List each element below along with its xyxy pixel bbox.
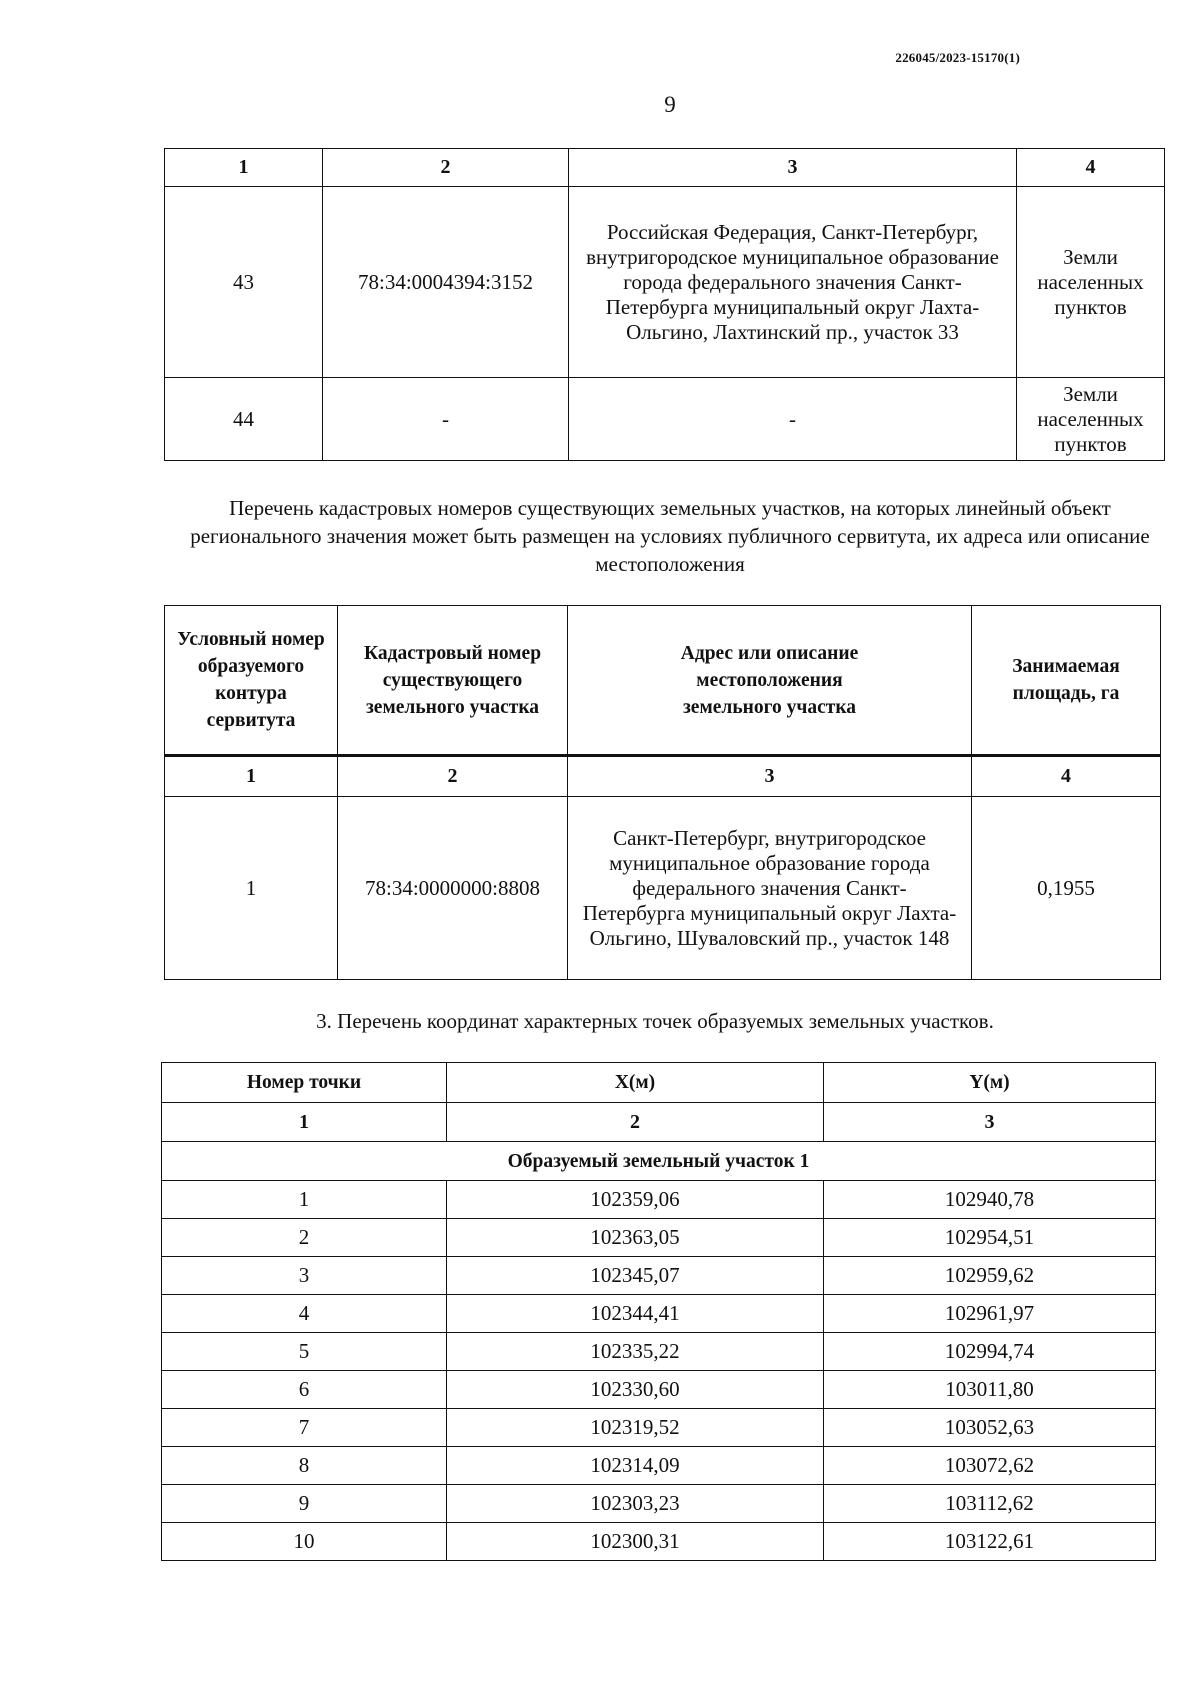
column-number: 4 [1017,149,1165,187]
column-header: Y(м) [824,1063,1156,1103]
table-row [162,1447,1156,1485]
x-coordinate: 102363,05 [447,1219,824,1257]
table-row [162,1181,1156,1219]
column-number: 4 [972,756,1161,797]
address: Санкт-Петербург, внутригородское муниципальное образование города федерального значения Санкт-Петербурга муниципальный округ Лахта-Ольгино, Шуваловский пр., участок 148 [568,797,972,980]
column-number: 3 [568,756,972,797]
table-row [162,1295,1156,1333]
occupied-area: 0,1955 [972,797,1161,980]
y-coordinate: 102994,74 [824,1333,1156,1371]
group-row [162,1142,1156,1181]
column-header: Кадастровый номер существующего земельного участка [338,606,568,756]
x-coordinate: 102335,22 [447,1333,824,1371]
column-number-row [165,756,1161,797]
point-number: 10 [162,1523,447,1561]
point-number: 3 [162,1257,447,1295]
table-row [162,1409,1156,1447]
column-number: 1 [162,1103,447,1142]
address: Российская Федерация, Санкт-Петербург, внутригородское муниципальное образование города федерального значения Санкт-Петербурга муниципальный округ Лахта-Ольгино, Лахтинский пр., участок 33 [569,187,1017,378]
table-row [162,1485,1156,1523]
table-row [162,1333,1156,1371]
x-coordinate: 102345,07 [447,1257,824,1295]
y-coordinate: 103122,61 [824,1523,1156,1561]
page-number: 9 [664,92,676,117]
column-number-row [165,149,1165,187]
land-plots-table-continued [164,148,1165,461]
y-coordinate: 103072,62 [824,1447,1156,1485]
table-row [162,1257,1156,1295]
points-body [162,1181,1156,1561]
column-number: 1 [165,756,338,797]
address: - [569,378,1017,461]
point-number: 9 [162,1485,447,1523]
x-coordinate: 102344,41 [447,1295,824,1333]
point-number: 2 [162,1219,447,1257]
cadastral-number: 78:34:0004394:3152 [323,187,569,378]
table-row [165,378,1165,461]
y-coordinate: 102961,97 [824,1295,1156,1333]
column-header: X(м) [447,1063,824,1103]
column-header: Номер точки [162,1063,447,1103]
column-header: Условный номер образуемого контура сервитута [165,606,338,756]
x-coordinate: 102359,06 [447,1181,824,1219]
table-row [162,1523,1156,1561]
coordinates-table [161,1062,1156,1561]
y-coordinate: 103011,80 [824,1371,1156,1409]
table-row [165,797,1161,980]
y-coordinate: 103052,63 [824,1409,1156,1447]
section-3-title: 3. Перечень координат характерных точек образуемых земельных участков. [316,1009,994,1033]
row-number: 44 [165,378,323,461]
servitude-list-intro: Перечень кадастровых номеров существующих земельных участков, на которых линейный объект регионального значения может быть размещен на условиях публичного сервитута, их адреса или описание местоположения [190,496,1150,576]
y-coordinate: 102954,51 [824,1219,1156,1257]
column-header: Занимаемая площадь, га [972,606,1161,756]
point-number: 7 [162,1409,447,1447]
column-number: 2 [338,756,568,797]
y-coordinate: 102959,62 [824,1257,1156,1295]
column-number: 2 [447,1103,824,1142]
column-header: Адрес или описание местоположения земельного участка [568,606,972,756]
x-coordinate: 102303,23 [447,1485,824,1523]
point-number: 8 [162,1447,447,1485]
servitude-plots-table [164,605,1161,980]
point-number: 6 [162,1371,447,1409]
table-row [162,1371,1156,1409]
x-coordinate: 102319,52 [447,1409,824,1447]
column-number: 3 [824,1103,1156,1142]
column-number-row [162,1103,1156,1142]
point-number: 4 [162,1295,447,1333]
column-number: 1 [165,149,323,187]
servitude-contour-number: 1 [165,797,338,980]
cadastral-number: 78:34:0000000:8808 [338,797,568,980]
table-row [165,187,1165,378]
table-row [162,1219,1156,1257]
cadastral-number: - [323,378,569,461]
x-coordinate: 102314,09 [447,1447,824,1485]
x-coordinate: 102300,31 [447,1523,824,1561]
land-category: Земли населенных пунктов [1017,378,1165,461]
row-number: 43 [165,187,323,378]
x-coordinate: 102330,60 [447,1371,824,1409]
document-id: 226045/2023-15170(1) [895,50,1020,65]
y-coordinate: 103112,62 [824,1485,1156,1523]
y-coordinate: 102940,78 [824,1181,1156,1219]
header-row [165,606,1161,756]
column-number: 2 [323,149,569,187]
column-number: 3 [569,149,1017,187]
point-number: 1 [162,1181,447,1219]
group-title: Образуемый земельный участок 1 [162,1142,1156,1181]
point-number: 5 [162,1333,447,1371]
land-category: Земли населенных пунктов [1017,187,1165,378]
header-row [162,1063,1156,1103]
